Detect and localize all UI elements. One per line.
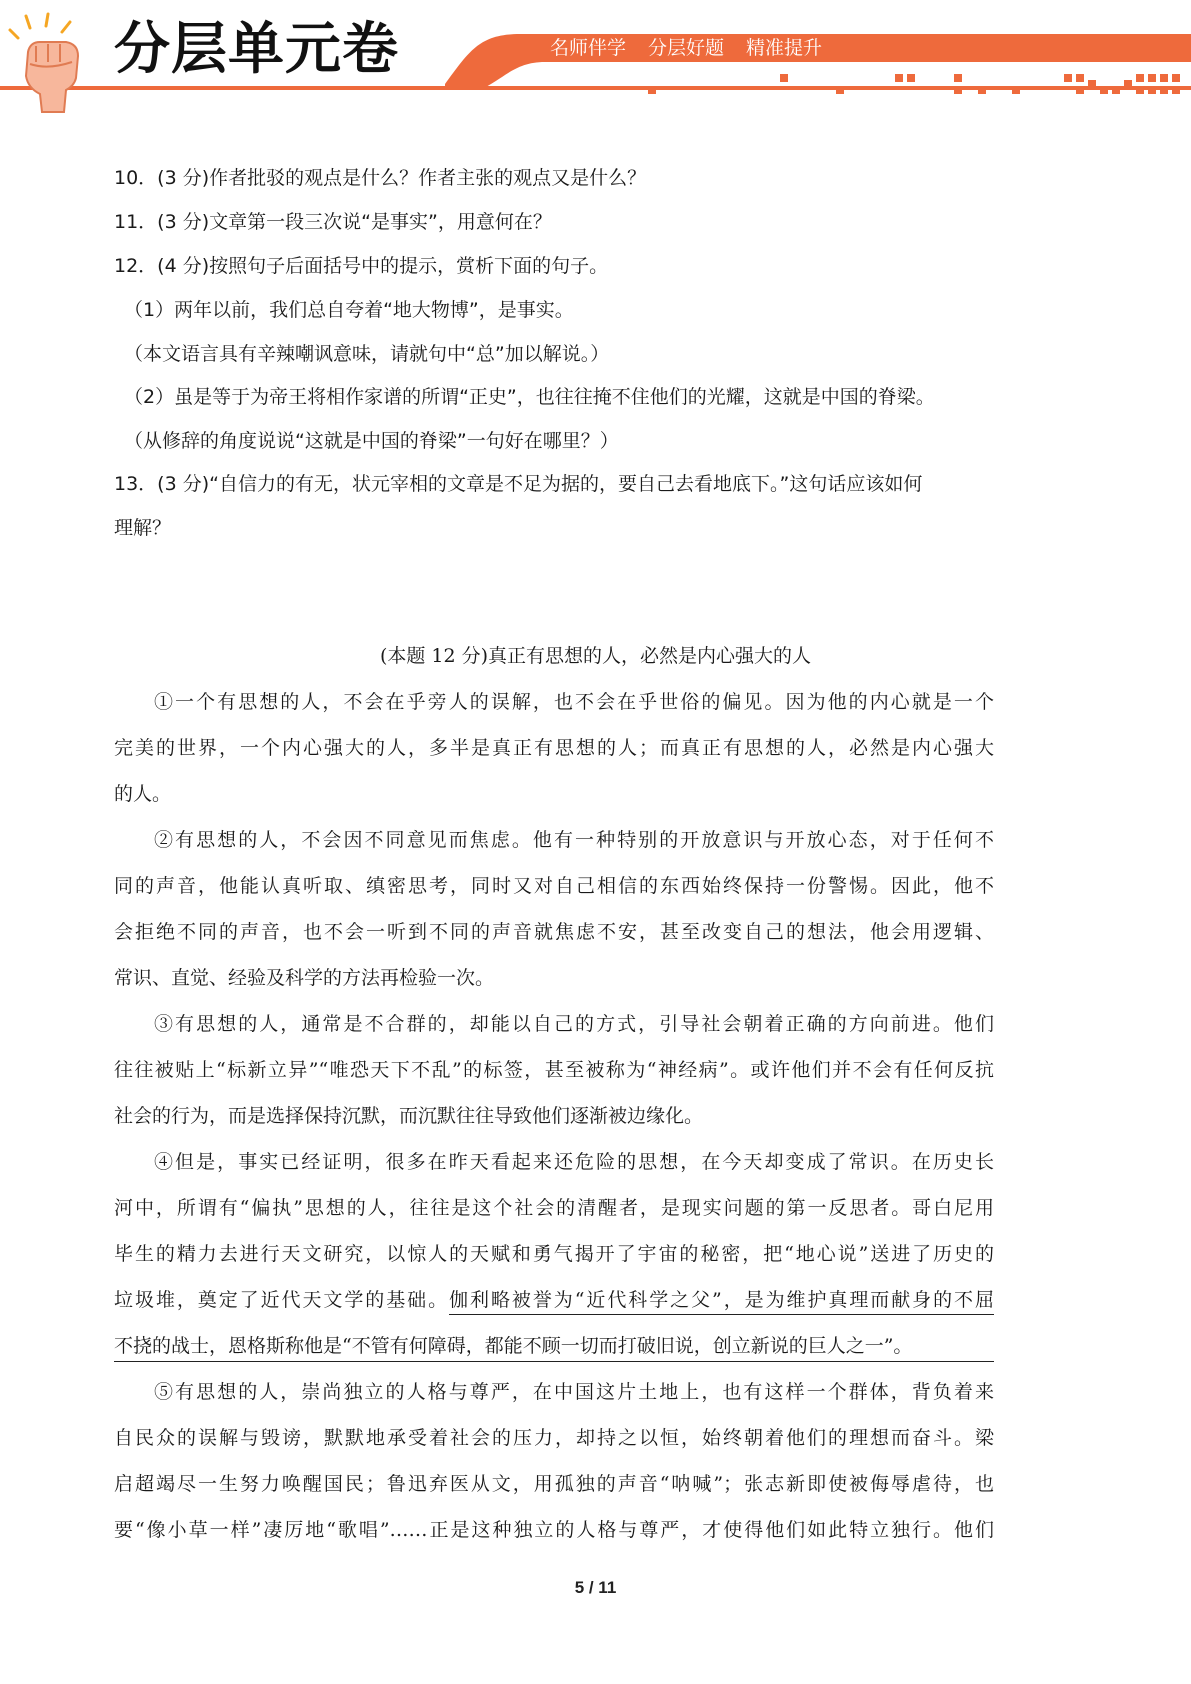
question-12-sub-2: （2）虽是等于为帝王将相作家谱的所谓“正史”，也往往掩不住他们的光耀，这就是中国的脊梁。 [124,386,935,408]
article-line: 启超竭尽一生努力唤醒国民；鲁迅弃医从文，用孤独的声音“呐喊”；张志新即使被侮辱虐待，也 [114,1473,994,1495]
article-line: 会拒绝不同的声音，也不会一听到不同的声音就焦虑不安，甚至改变自己的想法，他会用逻辑、 [114,921,994,943]
question-12-sub-1-hint: （本文语言具有辛辣嘲讽意味，请就句中“总”加以解说。） [124,343,610,365]
article-line: 毕生的精力去进行天文研究，以惊人的天赋和勇气揭开了宇宙的秘密，把“地心说”送进了历史的 [114,1243,994,1265]
slogan-2: 分层好题 [648,37,725,59]
question-12-sub-1: （1）两年以前，我们总自夸着“地大物博”，是事实。 [124,299,574,321]
page-number: 5 / 11 [574,1578,617,1597]
slogan-1: 名师伴学 [550,37,627,59]
underlined-sentence-cont: 不挠的战士，恩格斯称他是“不管有何障碍，都能不顾一切而打破旧说，创立新说的巨人之一”。 [114,1334,994,1362]
underlined-sentence: 伽利略被誉为“近代科学之父”，是为维护真理而献身的不屈 [449,1289,994,1315]
article-line: 常识、直觉、经验及科学的方法再检验一次。 [114,967,495,989]
question-13: 13．(3 分)“自信力的有无，状元宰相的文章是不足为据的，要自己去看地底下。”这句话应该如何 [114,473,923,495]
article-line: 同的声音，他能认真听取、缜密思考，同时又对自己相信的东西始终保持一份警惕。因此，他不 [114,875,994,897]
question-10: 10．(3 分)作者批驳的观点是什么？作者主张的观点又是什么？ [114,167,647,189]
article-line: 要“像小草一样”凄厉地“歌唱”……正是这种独立的人格与尊严，才使得他们如此特立独行。他们 [114,1519,994,1541]
article-line: 河中，所谓有“偏执”思想的人，往往是这个社会的清醒者，是现实问题的第一反思者。哥白尼用 [114,1197,994,1219]
article-line: 往往被贴上“标新立异”“唯恐天下不乱”的标签，甚至被称为“神经病”。或许他们并不会有任何反抗 [114,1059,994,1081]
question-12-sub-2-hint: （从修辞的角度说说“这就是中国的脊梁”一句好在哪里？） [124,430,619,452]
header-slogans [550,34,822,62]
article-line: ⑤有思想的人，崇尚独立的人格与尊严，在中国这片土地上，也有这样一个群体，背负着来 [154,1381,994,1403]
article-line: ①一个有思想的人，不会在乎旁人的误解，也不会在乎世俗的偏见。因为他的内心就是一个 [154,691,994,713]
article-line: 社会的行为，而是选择保持沉默，而沉默往往导致他们逐渐被边缘化。 [114,1105,704,1127]
article-line: 完美的世界，一个内心强大的人，多半是真正有思想的人；而真正有思想的人，必然是内心强大 [114,737,994,759]
question-12: 12．(4 分)按照句子后面括号中的提示，赏析下面的句子。 [114,255,609,277]
article-line-mixed [114,1288,994,1312]
article-line: 自民众的误解与毁谤，默默地承受着社会的压力，却持之以恒，始终朝着他们的理想而奋斗。梁 [114,1427,994,1449]
raised-fist-icon [10,14,78,112]
article-title: (本题 12 分)真正有思想的人，必然是内心强大的人 [379,645,812,667]
decorative-squares [648,74,1180,94]
article-line: ②有思想的人，不会因不同意见而焦虑。他有一种特别的开放意识与开放心态，对于任何不 [154,829,994,851]
article-line: 的人。 [114,783,172,805]
brand-title: 分层单元卷 [114,17,399,82]
article-line: ④但是，事实已经证明，很多在昨天看起来还危险的思想，在今天却变成了常识。在历史长 [154,1151,994,1173]
slogan-3: 精准提升 [746,37,823,59]
article-line-plain: 垃圾堆，奠定了近代天文学的基础。 [114,1289,450,1311]
page-header [0,0,1191,120]
article-line: ③有思想的人，通常是不合群的，却能以自己的方式，引导社会朝着正确的方向前进。他们 [154,1013,994,1035]
question-13-cont: 理解？ [114,517,172,539]
question-11: 11．(3 分)文章第一段三次说“是事实”，用意何在？ [114,211,552,233]
